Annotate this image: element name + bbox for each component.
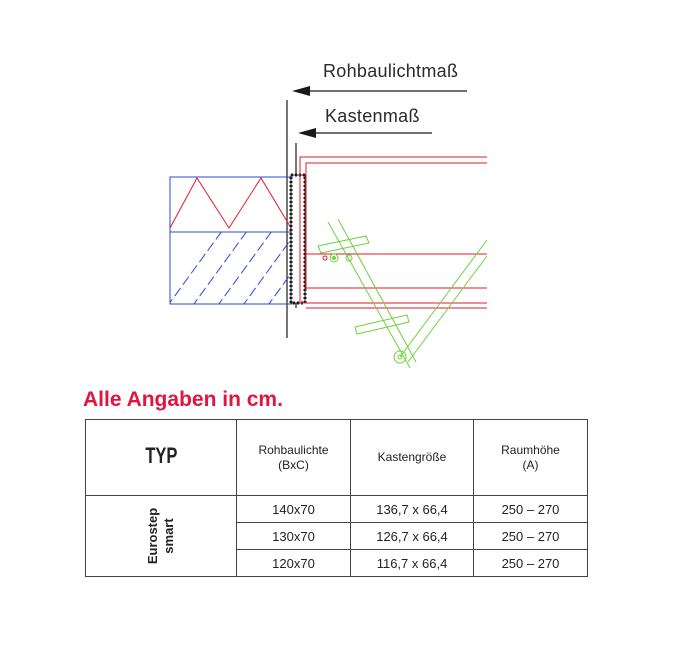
header-typ	[86, 420, 237, 496]
header-kastengroesse-label: Kastengröße	[377, 450, 447, 464]
header-raumhoehe-label: Raumhöhe	[501, 442, 560, 457]
header-raumhoehe-unit: (A)	[522, 457, 539, 472]
kastenmass-arrow	[298, 128, 432, 138]
ladder-mechanism	[318, 219, 487, 368]
units-note: Alle Angaben in cm.	[83, 388, 283, 411]
cell-rohbaulichte: 120x70	[237, 550, 351, 577]
header-kastengroesse	[351, 420, 474, 496]
cell-rohbaulichte: 130x70	[237, 523, 351, 550]
rohbaulichtmass-label: Rohbaulichtmaß	[323, 61, 459, 81]
header-rohbaulichte-unit: (BxC)	[278, 457, 309, 472]
cell-kastengroesse: 136,7 x 66,4	[351, 496, 474, 523]
attic-box-frame	[300, 157, 487, 308]
concrete-slab	[150, 220, 355, 330]
product-name	[145, 508, 177, 564]
cell-raumhoehe: 250 – 270	[474, 550, 588, 577]
cell-kastengroesse: 116,7 x 66,4	[351, 550, 474, 577]
cell-raumhoehe: 250 – 270	[474, 523, 588, 550]
seal-strip	[291, 175, 305, 303]
insulation-layer	[170, 177, 292, 232]
product-cell	[86, 496, 237, 577]
rohbaulichtmass-arrow	[292, 86, 467, 96]
header-rohbaulichte	[237, 420, 351, 496]
cell-kastengroesse: 126,7 x 66,4	[351, 523, 474, 550]
header-typ-label: TYP	[144, 443, 178, 468]
product-name-line1: Eurostep	[145, 507, 160, 565]
header-rohbaulichte-label: Rohbaulichte	[258, 442, 329, 457]
header-raumhoehe	[474, 420, 588, 496]
cell-raumhoehe: 250 – 270	[474, 496, 588, 523]
product-name-line2: smart	[161, 518, 176, 554]
table-row	[86, 496, 588, 523]
table-header-row	[86, 420, 588, 496]
cell-rohbaulichte: 140x70	[237, 496, 351, 523]
spec-table	[85, 419, 588, 577]
kastenmass-label: Kastenmaß	[325, 106, 420, 126]
